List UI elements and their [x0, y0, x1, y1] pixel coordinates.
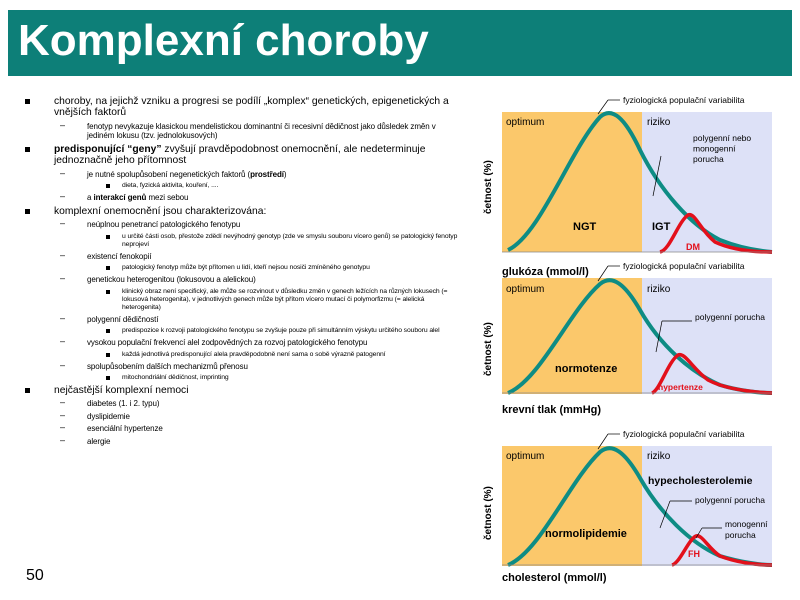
disease-label: FH: [688, 549, 700, 559]
optimum-zone: [502, 446, 642, 566]
optimum-zone: [502, 278, 642, 394]
risk-label: riziko: [647, 284, 671, 295]
normal-label: NGT: [573, 221, 597, 233]
page-number: 50: [26, 567, 44, 584]
bullet-text: genetickou heterogenitou (lokusovou a alelickou): [87, 275, 256, 285]
normal-label: normolipidemie: [545, 528, 627, 540]
bullet-text: fenotyp nevykazuje klasickou mendelistickou dominantní či recesivní dědičnost jako důsledek změn v jediném lokusu (tzv. jednolokusových): [87, 121, 436, 141]
x-axis-label: krevní tlak (mmHg): [502, 404, 602, 416]
bullet-text: dieta, fyzická aktivita, kouření, ....: [122, 182, 219, 190]
bullet-text: neúplnou penetrancí patologického fenotypu: [87, 220, 241, 230]
diagram-blood-pressure: [483, 261, 772, 416]
population-variability-label: fyziologická populační variabilita: [623, 95, 745, 105]
label-line: polygenní nebo: [693, 133, 752, 143]
monogenic-label-line: porucha: [725, 530, 756, 540]
bullet-text: u určité části osob, přestože zdědí nevýhodný genotyp (zde ve smyslu souboru vícero genů) se patologický fenotyp neprojeví: [122, 232, 458, 248]
optimum-label: optimum: [506, 117, 545, 128]
x-axis-label: cholesterol (mmol/l): [502, 572, 607, 584]
population-variability-label: fyziologická populační variabilita: [623, 261, 745, 271]
disease-label: hypertenze: [658, 382, 703, 392]
risk-label: riziko: [647, 451, 671, 462]
bullet-text: mitochondriální dědičnost, imprinting: [122, 374, 229, 382]
bullet-bold-text: interakcí genů: [93, 193, 147, 203]
bullet-text: klinický obraz není specifický, ale může se rozvinout v důsledku změn v genech ležících na různých lokusech (= lokusová heterogenita), v jednotlivých genech může být přítom vícero mutací či polymorfizmu (= alelická heterogenita): [122, 287, 448, 311]
label-line: porucha: [693, 154, 724, 164]
bullet-text: je nutné spolupůsobení negenetických faktorů (: [87, 169, 251, 179]
y-axis-label: četnost (%): [483, 160, 494, 214]
bullet-text: alergie: [87, 436, 111, 446]
y-axis-label: četnost (%): [483, 486, 494, 540]
optimum-zone: [502, 112, 642, 252]
bullet-text: spolupůsobením dalších mechanizmů přenosu: [87, 361, 248, 371]
x-axis-label: glukóza (mmol/l): [502, 266, 589, 278]
bullet-text: zvyšují pravděpodobnost onemocnění, ale nedeterminuje jednoznačně jeho přítomnost: [54, 143, 426, 167]
bullet-text: mezi sebou: [146, 193, 189, 203]
bullet-text: existencí fenokopií: [87, 251, 152, 261]
bullet-text: ): [283, 169, 287, 179]
bullet-text: každá jednotlivá predisponující alela pravděpodobně není sama o sobě výrazně patogenní: [122, 350, 386, 358]
bullet-text: esenciální hypertenze: [87, 424, 163, 434]
diagram-cholesterol: [483, 429, 772, 584]
bullet-text: diabetes (1. i 2. typu): [87, 399, 160, 409]
polygenic-label: polygenní porucha: [695, 312, 765, 322]
bullet-text: dyslipidemie: [87, 411, 130, 421]
slide-title: Komplexní choroby: [18, 16, 429, 65]
bullet-text: polygenní dědičností: [87, 314, 159, 324]
optimum-label: optimum: [506, 451, 545, 462]
monogenic-label-line: monogenní: [725, 519, 768, 529]
bullet-text: komplexní onemocnění jsou charakterizována:: [54, 205, 267, 217]
bullet-bold-text: predisponující “geny”: [54, 143, 162, 155]
bullet-text: predispozice k rozvoji patologického fenotypu se zvyšuje pouze při simultánním výskytu určitého souboru alel: [122, 327, 440, 335]
bullet-text: patologický fenotyp může být přítomen u lidí, kteří nejsou nosiči zmíněného genotypu: [122, 264, 370, 272]
optimum-label: optimum: [506, 284, 545, 295]
risk-label: riziko: [647, 117, 671, 128]
bullet-text: vysokou populační frekvencí alel zodpovědných za rozvoj patologického fenotypu: [87, 338, 368, 348]
y-axis-label: četnost (%): [483, 322, 494, 376]
diagram-glucose: [483, 95, 772, 278]
condition-label: hypecholesterolemie: [648, 475, 753, 487]
intermediate-label: IGT: [652, 221, 671, 233]
polygenic-label: polygenní porucha: [695, 495, 765, 505]
population-variability-label: fyziologická populační variabilita: [623, 429, 745, 439]
bullet-text: choroby, na jejichž vzniku a progresi se podílí „komplex“ genetických, epigenetických a vnějších faktorů: [54, 96, 449, 119]
bullet-bold-text: prostředí: [250, 169, 284, 179]
label-line: monogenní: [693, 143, 736, 154]
bullet-text: nejčastější komplexní nemoci: [54, 385, 189, 397]
normal-label: normotenze: [555, 363, 618, 375]
bullet-text: a: [87, 193, 94, 203]
disease-label: DM: [686, 242, 700, 252]
